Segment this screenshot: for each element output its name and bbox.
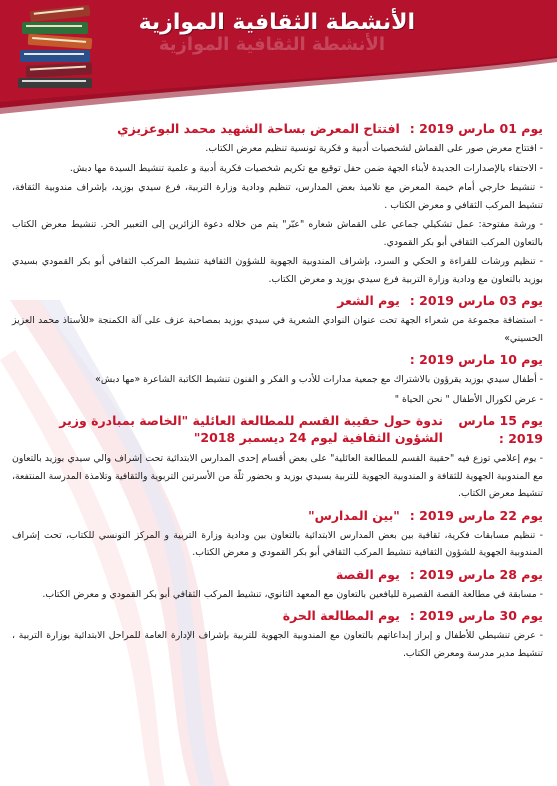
day-heading — [12, 566, 543, 584]
day-heading — [12, 507, 543, 525]
day-heading — [12, 292, 543, 310]
day-date: يوم 22 مارس 2019 : — [409, 507, 543, 523]
activity-list — [12, 140, 543, 288]
list-item: - الاحتفاء بالإصدارات الجديدة لأبناء الجهة ضمن حفل توقيع مع تكريم شخصيات فكرية أدبية و علمية تنشيط السيدة مها دبش. — [69, 162, 543, 174]
day-date: يوم 10 مارس 2019 : — [409, 352, 543, 367]
list-item: - استضافة مجموعة من شعراء الجهة تحت عنوان النوادي الشعرية في سيدي بوزيد بمصاحبة عزف على آلة الكمنجة «للأستاذ محمد العزيز الحسيني» — [12, 315, 543, 344]
day-date: يوم 03 مارس 2019 : — [409, 293, 543, 308]
list-item: - عرض تنشيطي للأطفال و إبراز إبداعاتهم بالتعاون مع المندوبية الجهوية للتربية بإشراف الإدارة العامة للمراحل الابتدائية بوزارة التربية ، تنشيط مدير مدرسة ومعرض الكتاب. — [12, 630, 543, 659]
day-date: يوم 28 مارس 2019 : — [409, 566, 543, 582]
activity-list — [12, 586, 543, 604]
day-date: يوم 15 مارس 2019 : — [458, 413, 543, 446]
day-date: يوم 01 مارس 2019 : — [409, 121, 543, 136]
day-date: يوم 30 مارس 2019 : — [409, 608, 543, 623]
day-section — [12, 607, 543, 662]
day-heading — [12, 120, 543, 138]
activity-list — [12, 371, 543, 408]
day-section — [12, 566, 543, 604]
list-item: - تنظيم مسابقات فكرية، ثقافية بين بعض المدارس الابتدائية بالتعاون بين ودادية وزارة التربية و المركز التونسي للكتاب، تحت إشراف المندوبية الجهوية للشؤون الثقافية تنشيط المركب الثقافي أبو بكر القمودي و معرض الكتاب. — [12, 529, 543, 558]
day-title: يوم الشعر — [337, 293, 400, 308]
day-title: يوم القصة — [335, 566, 400, 582]
activity-list — [12, 627, 543, 662]
day-section — [12, 412, 543, 503]
day-section — [12, 292, 543, 347]
list-item: - أطفال سيدي بوزيد يقرؤون بالاشتراك مع جمعية مدارات للأدب و الفكر و الفنون تنشيط الكاتبة الشاعرة «مها دبش» — [95, 374, 543, 385]
day-heading — [12, 412, 543, 448]
day-section — [12, 351, 543, 408]
page-title-shadow: الأنشطة الثقافية الموازية — [158, 34, 385, 55]
list-item: - عرض لكورال الأطفال " نحن الحياة " — [394, 393, 543, 405]
day-title: "بين المدارس" — [308, 507, 400, 523]
list-item: - تنظيم ورشات للقراءة و الحكي و السرد، بإشراف المندوبية الجهوية للشؤون الثقافية تنشيط المركب الثقافي أبو بكر القمودي بسيدي بوزيد بالتعاون مع ودادية وزارة التربية فرع سيدي بوزيد و معرض الكتاب. — [12, 256, 543, 285]
page-title: الأنشطة الثقافية الموازية — [138, 10, 415, 35]
list-item: - مسابقة في مطالعة القصة القصيرة لليافعين بالتعاون مع المعهد الثانوي، تنشيط المركب الثقافي أبو بكر القمودي و معرض الكتاب. — [42, 588, 543, 600]
activity-list — [12, 450, 543, 503]
day-title: افتتاح المعرض بساحة الشهيد محمد البوعزيزي — [117, 121, 400, 136]
list-item: - ورشة مفتوحة: عمل تشكيلي جماعي على القماش شعاره "عبّر" يتم من خلاله دعوة الزائرين إلى التعبير الحر. تنشيط معرض الكتاب بالتعاون المركب الثقافي أبو بكر القمودي. — [12, 219, 543, 248]
day-title: ندوة حول حقيبة القسم للمطالعة العائلية "الخاصة بمبادرة وزير الشؤون الثقافية ليوم 24 ديسمبر 2018" — [59, 413, 443, 445]
program-content — [12, 120, 543, 786]
list-item: - يوم إعلامي توزع فيه "حقيبة القسم للمطالعة العائلية" على بعض أقسام إحدى المدارس الابتدائية تحت إشراف والي سيدي بوزيد بالتعاون مع المندوبية الجهوية للثقافة و المندوبية الجهوية للتربية بسيدي بوزيد و بحضور ثلّة من الأسرتين التربوية والثقافية وتلامذة المدرسة المنتفعة، تنشيط معرض الكتاب. — [12, 453, 543, 499]
day-heading — [12, 351, 543, 369]
activity-list — [12, 312, 543, 347]
list-item: - تنشيط خارجي أمام خيمة المعرض مع تلاميذ بعض المدارس، تنظيم ودادية وزارة التربية، فرع سيدي بوزيد، بإشراف مندوبية الثقافة، تنشيط المركب الثقافي و معرض الكتاب . — [12, 182, 543, 211]
day-heading — [12, 607, 543, 625]
activity-list — [12, 527, 543, 562]
day-section — [12, 120, 543, 288]
day-section — [12, 507, 543, 562]
list-item: - افتتاح معرض صور على القماش لشخصيات أدبية و فكرية تونسية تنظيم معرض الكتاب. — [205, 143, 543, 154]
books-stack-icon — [12, 4, 104, 90]
day-title: يوم المطالعة الحرة — [282, 608, 400, 623]
